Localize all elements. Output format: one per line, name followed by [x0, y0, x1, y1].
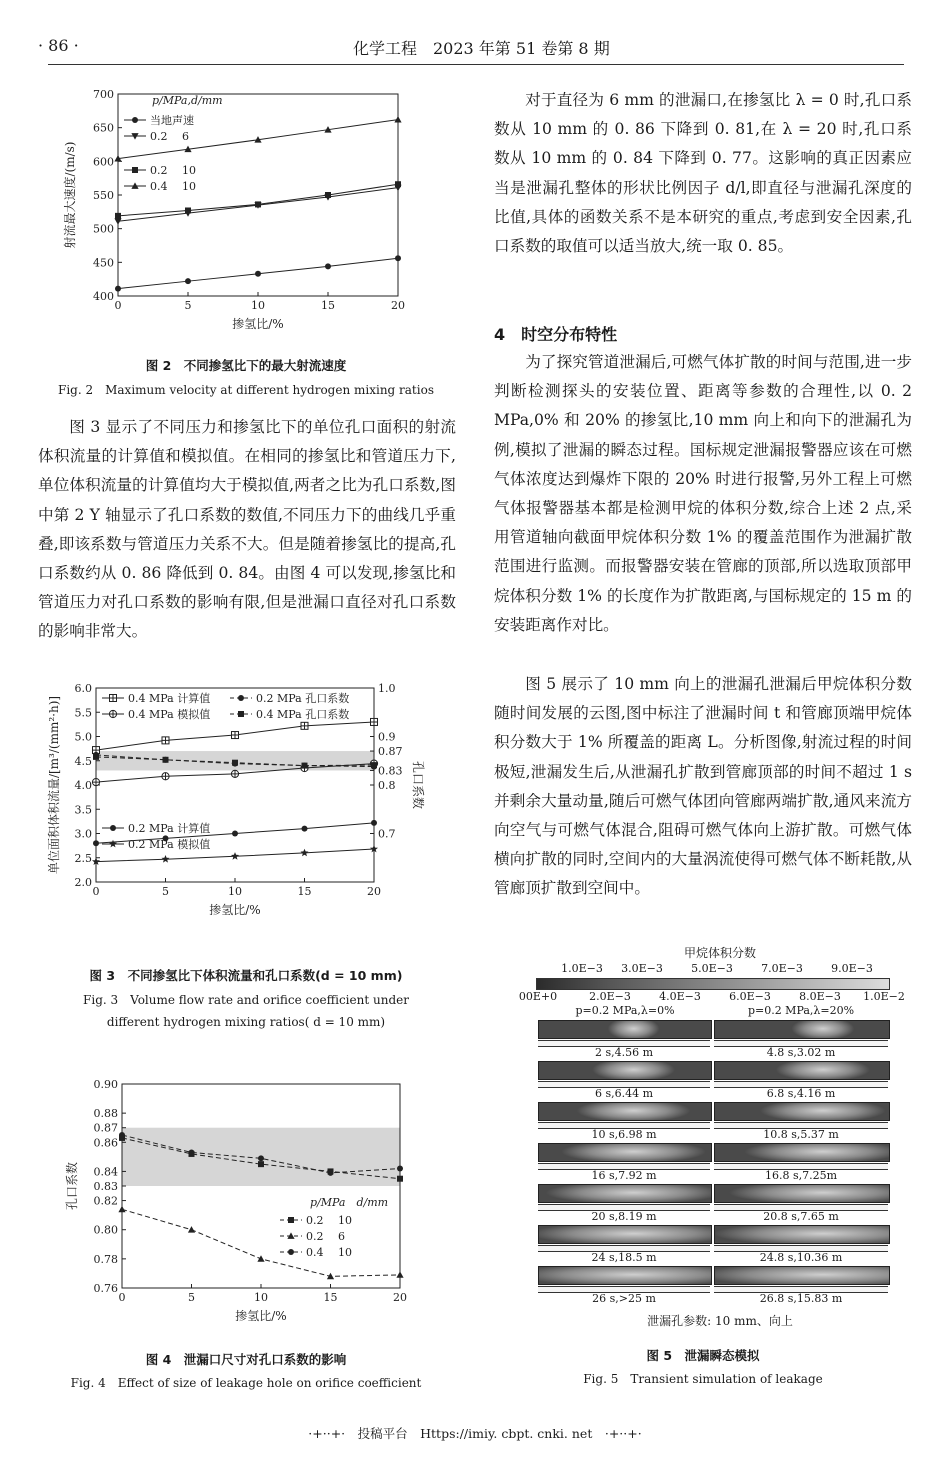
y2-tick-label: 0.9 [378, 730, 396, 744]
colorbar-title: 甲烷体积分数 [683, 946, 756, 960]
col-right-title: p=0.2 MPa,λ=20% [747, 1004, 855, 1017]
fig3-series-3-point [232, 760, 238, 766]
fig2-legend-2-label: 0.2 10 [150, 164, 196, 177]
frame-label: 20.8 s,7.65 m [763, 1210, 839, 1223]
contour-frame [538, 1184, 712, 1203]
y-tick-label: 0.76 [93, 1282, 118, 1295]
x-tick-label: 15 [323, 1291, 338, 1304]
y-tick-label: 4.0 [74, 779, 92, 792]
frame-label: 24 s,18.5 m [591, 1251, 657, 1264]
fig4-series-2-point [119, 1132, 125, 1138]
fig3-legend-4-marker [110, 825, 116, 831]
fig3-legend-2-marker [238, 695, 244, 701]
fig5-caption-en: Fig. 5 Transient simulation of leakage [583, 1372, 823, 1386]
fig4-series-1-point [257, 1255, 264, 1261]
right-paragraph-3: 图 5 展示了 10 mm 向上的泄漏孔泄漏后甲烷体积分数随时间发展的云图,图中标注了泄漏时间 t 和管廊顶端甲烷体积分数大于 1% 所覆盖的距离 L。分析图像,射流过程的时间极短,泄漏发生后,从泄漏孔扩散到管廊顶部的时间不超过 1 s 并剩余大量动量,随后可燃气体团向管廊两端扩散,通风来流方向空气与可燃气体混合,阻碍可燃气体向上游扩散。可燃气体横向扩散的同时,空间内的大量涡流使得可燃气体不断耗散,从管廊顶扩散到空间中。 [494, 675, 912, 898]
frame-label: 16.8 s,7.25m [764, 1169, 838, 1182]
fig2-series-2-point [395, 181, 401, 187]
x-tick-label: 10 [254, 1291, 268, 1304]
fig4-legend-2-marker [288, 1249, 294, 1255]
frame-label: 26 s,>25 m [592, 1292, 656, 1305]
y-tick-label: 650 [93, 121, 114, 135]
fig3-series-0-point [232, 732, 239, 739]
contour-frame [714, 1225, 890, 1244]
fig3-legend-2-label: 0.2 MPa 孔口系数 [256, 692, 350, 705]
fig3-legend-3-label: 0.4 MPa 孔口系数 [256, 708, 350, 721]
cb-bot-1: 00E+0 [518, 990, 558, 1003]
cb-top-1: 1.0E−3 [561, 962, 603, 975]
fig5-caption-zh: 图 5 泄漏瞬态模拟 [646, 1348, 760, 1363]
x-tick-label: 15 [297, 885, 312, 898]
y-axis-label: 孔口系数 [65, 1161, 79, 1211]
fig4-series-1-point [396, 1271, 403, 1277]
fig3-caption-zh: 图 3 不同掺氢比下体积流量和孔口系数(d = 10 mm) [89, 968, 403, 983]
page-number: · 86 · [38, 36, 79, 55]
journal-title: 化学工程 2023 年第 51 卷第 8 期 [353, 39, 610, 58]
cb-bot-6: 1.0E−2 [863, 990, 905, 1003]
fig4-chart [40, 1070, 460, 1342]
fig2-series-2-point [255, 201, 261, 207]
y-tick-label: 0.84 [93, 1165, 118, 1179]
fig3-series-3-point [93, 754, 99, 760]
cb-bot-3: 4.0E−3 [659, 990, 701, 1003]
fig4-series-2-point [328, 1170, 334, 1176]
fig4-series-1-point [188, 1226, 195, 1232]
y2-tick-label: 1.0 [378, 682, 396, 695]
x-tick-label: 5 [188, 1291, 195, 1304]
fig2-chart [40, 82, 440, 352]
x-tick-label: 20 [367, 885, 381, 898]
y-tick-label: 550 [93, 189, 114, 202]
fig2-series-1-point [114, 218, 121, 224]
y2-tick-label: 0.7 [378, 827, 396, 841]
colorbar [536, 978, 890, 990]
fig3-series-5-point [231, 852, 239, 860]
x-tick-label: 10 [228, 885, 242, 898]
x-tick-label: 0 [118, 1291, 126, 1304]
y-tick-label: 5.5 [74, 706, 92, 720]
fig3-series-4-point [371, 820, 377, 826]
y-tick-label: 400 [93, 290, 114, 303]
x-axis-label: 掺氢比/% [232, 317, 284, 331]
fig3-legend-0-marker [110, 695, 117, 702]
y-tick-label: 0.80 [93, 1223, 118, 1237]
fig4-legend-title: p/MPa d/mm [310, 1196, 389, 1209]
contour-frame [538, 1061, 712, 1080]
fig3-series-3-point [371, 762, 377, 768]
contour-frame [714, 1020, 890, 1039]
fig4-series-0-point [258, 1161, 264, 1167]
y-tick-label: 0.90 [93, 1078, 118, 1091]
fig3-caption-en-line2: different hydrogen mixing ratios( d = 10 mm) [106, 1015, 386, 1029]
y2-tick-label: 0.8 [378, 779, 396, 792]
fig5-param-note: 泄漏孔参数: 10 mm、向上 [647, 1314, 793, 1328]
frame-label: 26.8 s,15.83 m [759, 1292, 843, 1305]
contour-frame [714, 1143, 890, 1162]
y-tick-label: 4.5 [74, 754, 92, 768]
cb-bot-2: 2.0E−3 [589, 990, 631, 1003]
fig2-series-2-point [115, 213, 121, 219]
y-tick-label: 5.0 [74, 730, 92, 744]
x-tick-label: 15 [321, 299, 335, 312]
y-tick-label: 600 [93, 155, 114, 169]
y-tick-label: 0.87 [93, 1121, 118, 1135]
x-tick-label: 20 [391, 299, 405, 312]
fig2-series-2-point [325, 192, 331, 198]
y2-tick-label: 0.87 [378, 745, 403, 759]
x-axis-label: 掺氢比/% [209, 903, 261, 917]
y-tick-label: 3.0 [74, 827, 92, 841]
footer: ·+··+· 投稿平台 Https://imiy. cbpt. cnki. net ·+··+· [308, 1426, 642, 1441]
frame-label: 6 s,6.44 m [594, 1087, 654, 1100]
fig2-series-0-point [325, 263, 331, 269]
y-tick-label: 0.83 [93, 1180, 118, 1193]
cb-top-5: 9.0E−3 [831, 962, 873, 975]
fig3-series-1-point [92, 778, 99, 785]
x-axis-label: 掺氢比/% [235, 1309, 287, 1323]
fig3-series-4-point [232, 831, 238, 837]
fig2-legend-title: p/MPa,d/mm [152, 94, 223, 107]
x-tick-label: 10 [251, 299, 265, 312]
fig2-caption-zh: 图 2 不同掺氢比下的最大射流速度 [145, 358, 347, 373]
y-tick-label: 3.5 [74, 803, 92, 817]
fig4-legend-0-marker [288, 1217, 294, 1223]
fig2-series-0-point [115, 286, 121, 292]
frame-label: 20 s,8.19 m [591, 1210, 657, 1223]
fig3-legend-5-label: 0.2 MPa 模拟值 [128, 838, 211, 851]
fig2-series-0-point [395, 255, 401, 261]
contour-frame [714, 1102, 890, 1121]
y-tick-label: 700 [93, 88, 114, 101]
cb-bot-4: 6.0E−3 [729, 990, 771, 1003]
contour-frame [714, 1061, 890, 1080]
y-axis-label: 单位面积体积流量/[m³/(mm²·h)] [47, 695, 61, 875]
y-tick-label: 0.86 [93, 1136, 118, 1150]
cb-top-2: 3.0E−3 [621, 962, 663, 975]
fig3-series-1-point [162, 773, 169, 780]
contour-frame [714, 1184, 890, 1203]
y-tick-label: 500 [93, 222, 114, 236]
contour-frame [538, 1102, 712, 1121]
y-tick-label: 2.5 [74, 851, 92, 865]
fig2-series-2-point [185, 207, 191, 213]
frame-label: 10.8 s,5.37 m [763, 1128, 839, 1141]
y-axis-label: 射流最大速度/(m/s) [63, 141, 77, 249]
fig4-legend-1-label: 0.2 6 [306, 1230, 345, 1243]
fig3-legend-3-marker [238, 711, 244, 717]
right-paragraph-1: 对于直径为 6 mm 的泄漏口,在掺氢比 λ = 0 时,孔口系数从 10 mm 的 0. 86 下降到 0. 81,在 λ = 20 时,孔口系数从 10 mm 的 0. 84 下降到 0. 77。这影响的真正因素应当是泄漏孔整体的形状比例因子 d/l,即直径与泄漏孔深度的比值,具体的函数关系不是本研究的重点,考虑到安全因素,孔口系数的取值可以适当放大,统一取 0. 85。 [494, 91, 912, 256]
cb-top-4: 7.0E−3 [761, 962, 803, 975]
x-tick-label: 5 [184, 299, 192, 312]
fig2-legend-1-label: 0.2 6 [150, 130, 189, 143]
fig2-series-3-point [394, 116, 401, 122]
fig4-series-2-point [397, 1166, 403, 1172]
y-tick-label: 0.82 [93, 1194, 118, 1208]
contour-frame [538, 1143, 712, 1162]
fig3-caption-en-line1: Fig. 3 Volume flow rate and orifice coefficient under [83, 993, 409, 1007]
fig3-series-4-point [93, 840, 99, 846]
frame-label: 4.8 s,3.02 m [766, 1046, 836, 1059]
fig2-series-0-point [185, 278, 191, 284]
fig4-series-2-point [258, 1155, 264, 1161]
fig4-caption-zh: 图 4 泄漏口尺寸对孔口系数的影响 [145, 1352, 347, 1367]
fig5-figure [520, 942, 920, 1332]
frame-label: 16 s,7.92 m [591, 1169, 657, 1182]
fig3-legend-4-label: 0.2 MPa 计算值 [128, 822, 211, 835]
fig2-caption-en: Fig. 2 Maximum velocity at different hydrogen mixing ratios [58, 383, 434, 397]
fig2-legend-0-marker [132, 117, 138, 123]
contour-frame [714, 1266, 890, 1285]
frame-label: 24.8 s,10.36 m [759, 1251, 843, 1264]
cb-top-3: 5.0E−3 [691, 962, 733, 975]
right-paragraph-2: 为了探究管道泄漏后,可燃气体扩散的时间与范围,进一步判断检测探头的安装位置、距离等参数的合理性,以 0. 2 MPa,0% 和 20% 的掺氢比,10 mm 向上和向下的泄漏孔为例,模拟了泄漏的瞬态过程。国标规定泄漏报警器应该在可燃气体浓度达到爆炸下限的 20% 时进行报警,另外工程上可燃气体报警器基本都是检测甲烷的体积分数,综合上述 2 点,采用管道轴向截面甲烷体积分数 1% 的覆盖范围作为泄漏扩散范围进行监测。而报警器安装在管廊的顶部,所以选取顶部甲烷体积分数 1% 的长度作为扩散距离,与国标规定的 15 m 的安装距离作对比。 [494, 353, 912, 634]
fig3-series-4-point [302, 826, 308, 832]
header-rule [48, 64, 904, 65]
fig4-series-1-point [118, 1206, 125, 1212]
fig3-chart [40, 676, 460, 961]
fig3-series-5-point [301, 849, 309, 857]
contour-frame [538, 1020, 712, 1039]
left-paragraph-1: 图 3 显示了不同压力和掺氢比下的单位孔口面积的射流体积流量的计算值和模拟值。在相同的掺氢比和管道压力下,单位体积流量的计算值均大于模拟值,两者之比为孔口系数,图中第 2 Y 轴显示了孔口系数的数值,不同压力下的曲线几乎重叠,即该系数与管道压力关系不大。但是随着掺氢比的提高,孔口系数约从 0. 86 降低到 0. 84。由图 4 可以发现,掺氢比和管道压力对孔口系数的影响有限,但是泄漏口直径对孔口系数的影响非常大。 [38, 418, 456, 641]
colorbar-top-labels [520, 962, 920, 976]
y2-axis-label: 孔口系数 [411, 760, 425, 810]
x-tick-label: 0 [114, 299, 122, 312]
fig4-caption-en: Fig. 4 Effect of size of leakage hole on orifice coefficient [70, 1376, 422, 1390]
section-title: 4 时空分布特性 [494, 325, 618, 344]
y-tick-label: 6.0 [74, 682, 92, 695]
x-tick-label: 5 [162, 885, 169, 898]
x-tick-label: 0 [92, 885, 100, 898]
fig3-legend-1-marker [109, 710, 116, 717]
frame-label: 6.8 s,4.16 m [766, 1087, 836, 1100]
fig4-series-0-point [397, 1176, 403, 1182]
y2-tick-label: 0.83 [378, 764, 403, 778]
fig3-series-0-point [301, 722, 308, 729]
y-tick-label: 450 [93, 256, 114, 270]
cb-bot-5: 8.0E−3 [799, 990, 841, 1003]
y-tick-label: 2.0 [74, 876, 92, 889]
fig4-series-2-point [189, 1149, 195, 1155]
fig3-series-3-point [163, 757, 169, 763]
fig4-legend-2-label: 0.4 10 [306, 1246, 352, 1259]
frame-label: 2 s,4.56 m [594, 1046, 654, 1059]
fig3-series-3-point [302, 763, 308, 769]
fig3-series-5-point [162, 855, 170, 863]
fig2-legend-3-label: 0.4 10 [150, 180, 196, 193]
y-tick-label: 0.78 [93, 1252, 118, 1266]
frame-label: 10 s,6.98 m [591, 1128, 657, 1141]
fig2-legend-0-label: 当地声速 [150, 114, 194, 127]
fig4-legend-0-label: 0.2 10 [306, 1214, 352, 1227]
col-left-title: p=0.2 MPa,λ=0% [575, 1004, 675, 1017]
fig3-series-1-point [231, 770, 238, 777]
y-tick-label: 0.88 [93, 1107, 118, 1121]
colorbar-bottom-labels [520, 990, 920, 1004]
fig4-series-1-line [122, 1209, 400, 1276]
fig3-legend-0-label: 0.4 MPa 计算值 [128, 692, 211, 705]
fig3-legend-1-label: 0.4 MPa 模拟值 [128, 708, 211, 721]
x-tick-label: 20 [393, 1291, 407, 1304]
fig2-legend-2-marker [132, 167, 138, 173]
fig3-legend-5-marker [109, 840, 117, 848]
fig2-series-0-point [255, 271, 261, 277]
fig3-series-0-point [371, 718, 378, 725]
contour-frame [538, 1225, 712, 1244]
contour-frame [538, 1266, 712, 1285]
fig3-series-0-point [162, 737, 169, 744]
